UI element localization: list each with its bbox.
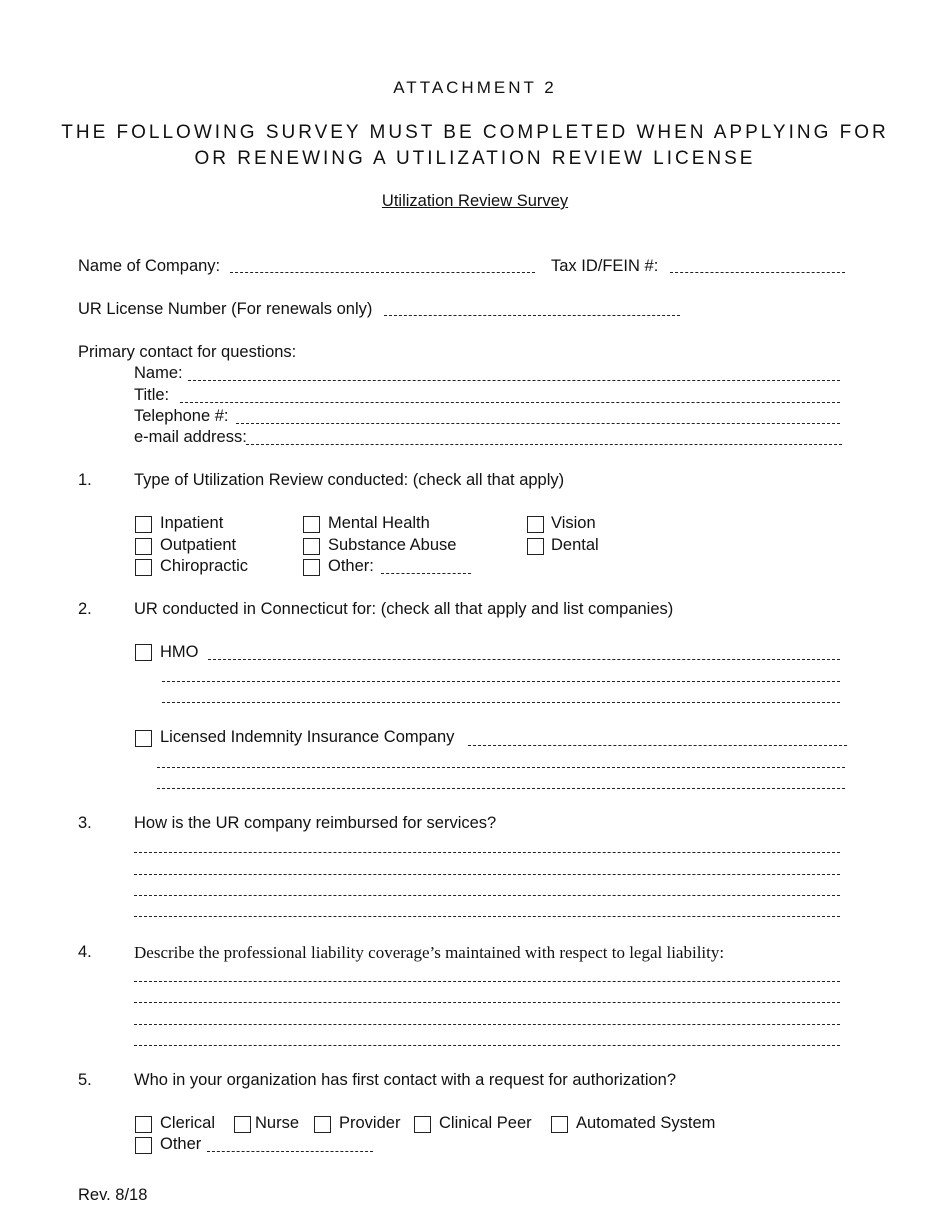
q3-answer-line-3[interactable] bbox=[134, 895, 840, 896]
company-name-field[interactable] bbox=[230, 272, 535, 273]
q1-text: Type of Utilization Review conducted: (check all that apply) bbox=[134, 471, 565, 489]
page-title-line-2: OR RENEWING A UTILIZATION REVIEW LICENSE bbox=[194, 148, 756, 169]
nurse-checkbox[interactable] bbox=[234, 1116, 251, 1133]
contact-name-label: Name: bbox=[134, 364, 183, 382]
contact-title-field[interactable] bbox=[180, 402, 840, 403]
indemnity-line-1[interactable] bbox=[468, 745, 847, 746]
primary-contact-label: Primary contact for questions: bbox=[78, 343, 297, 361]
company-name-label: Name of Company: bbox=[78, 257, 221, 275]
q4-answer-line-2[interactable] bbox=[134, 1002, 840, 1003]
q3-number: 3. bbox=[78, 814, 92, 832]
dental-label: Dental bbox=[551, 536, 599, 554]
clerical-checkbox[interactable] bbox=[135, 1116, 152, 1133]
indemnity-line-3[interactable] bbox=[157, 788, 845, 789]
hmo-line-3[interactable] bbox=[162, 702, 840, 703]
q3-text: How is the UR company reimbursed for services? bbox=[134, 814, 497, 832]
q1-number: 1. bbox=[78, 471, 92, 489]
page-title-line-1: THE FOLLOWING SURVEY MUST BE COMPLETED WHEN APPLYING FOR bbox=[61, 122, 889, 143]
tax-id-field[interactable] bbox=[670, 272, 845, 273]
q4-answer-line-1[interactable] bbox=[134, 981, 840, 982]
contact-phone-label: Telephone #: bbox=[134, 407, 229, 425]
automated-system-checkbox[interactable] bbox=[551, 1116, 568, 1133]
other-contact-field[interactable] bbox=[207, 1151, 373, 1152]
ur-license-label: UR License Number (For renewals only) bbox=[78, 300, 373, 318]
q4-number: 4. bbox=[78, 943, 92, 961]
attachment-label: ATTACHMENT 2 bbox=[393, 78, 557, 97]
chiropractic-label: Chiropractic bbox=[160, 557, 249, 575]
indemnity-checkbox[interactable] bbox=[135, 730, 152, 747]
provider-label: Provider bbox=[339, 1114, 401, 1132]
hmo-label: HMO bbox=[160, 643, 199, 661]
chiropractic-checkbox[interactable] bbox=[135, 559, 152, 576]
substance-abuse-label: Substance Abuse bbox=[328, 536, 457, 554]
q2-text: UR conducted in Connecticut for: (check all that apply and list companies) bbox=[134, 600, 674, 618]
tax-id-label: Tax ID/FEIN #: bbox=[551, 257, 659, 275]
contact-email-field[interactable] bbox=[246, 444, 842, 445]
other-contact-checkbox[interactable] bbox=[135, 1137, 152, 1154]
substance-abuse-checkbox[interactable] bbox=[303, 538, 320, 555]
provider-checkbox[interactable] bbox=[314, 1116, 331, 1133]
contact-phone-field[interactable] bbox=[236, 423, 840, 424]
q5-number: 5. bbox=[78, 1071, 92, 1089]
hmo-line-2[interactable] bbox=[162, 681, 840, 682]
clerical-label: Clerical bbox=[160, 1114, 216, 1132]
outpatient-label: Outpatient bbox=[160, 536, 237, 554]
survey-subtitle: Utilization Review Survey bbox=[381, 192, 569, 210]
contact-name-field[interactable] bbox=[188, 380, 840, 381]
automated-system-label: Automated System bbox=[576, 1114, 716, 1132]
contact-title-label: Title: bbox=[134, 386, 170, 404]
q4-text: Describe the professional liability coverage’s maintained with respect to legal liability: bbox=[134, 943, 725, 962]
q4-answer-line-4[interactable] bbox=[134, 1045, 840, 1046]
mental-health-label: Mental Health bbox=[328, 514, 430, 532]
outpatient-checkbox[interactable] bbox=[135, 538, 152, 555]
clinical-peer-label: Clinical Peer bbox=[439, 1114, 532, 1132]
q2-number: 2. bbox=[78, 600, 92, 618]
indemnity-label: Licensed Indemnity Insurance Company bbox=[160, 728, 455, 746]
q3-answer-line-1[interactable] bbox=[134, 852, 840, 853]
vision-label: Vision bbox=[551, 514, 596, 532]
dental-checkbox[interactable] bbox=[527, 538, 544, 555]
hmo-checkbox[interactable] bbox=[135, 644, 152, 661]
q3-answer-line-2[interactable] bbox=[134, 874, 840, 875]
other-type-label: Other: bbox=[328, 557, 374, 575]
vision-checkbox[interactable] bbox=[527, 516, 544, 533]
q3-answer-line-4[interactable] bbox=[134, 916, 840, 917]
nurse-label: Nurse bbox=[255, 1114, 300, 1132]
q4-answer-line-3[interactable] bbox=[134, 1024, 840, 1025]
indemnity-line-2[interactable] bbox=[157, 767, 845, 768]
other-type-checkbox[interactable] bbox=[303, 559, 320, 576]
ur-license-field[interactable] bbox=[384, 315, 680, 316]
q5-text: Who in your organization has first contact with a request for authorization? bbox=[134, 1071, 677, 1089]
clinical-peer-checkbox[interactable] bbox=[414, 1116, 431, 1133]
contact-email-label: e-mail address: bbox=[134, 428, 247, 446]
mental-health-checkbox[interactable] bbox=[303, 516, 320, 533]
inpatient-label: Inpatient bbox=[160, 514, 224, 532]
other-type-field[interactable] bbox=[381, 573, 471, 574]
revision-footer: Rev. 8/18 bbox=[78, 1186, 148, 1204]
hmo-line-1[interactable] bbox=[208, 659, 840, 660]
other-contact-label: Other bbox=[160, 1135, 202, 1153]
inpatient-checkbox[interactable] bbox=[135, 516, 152, 533]
